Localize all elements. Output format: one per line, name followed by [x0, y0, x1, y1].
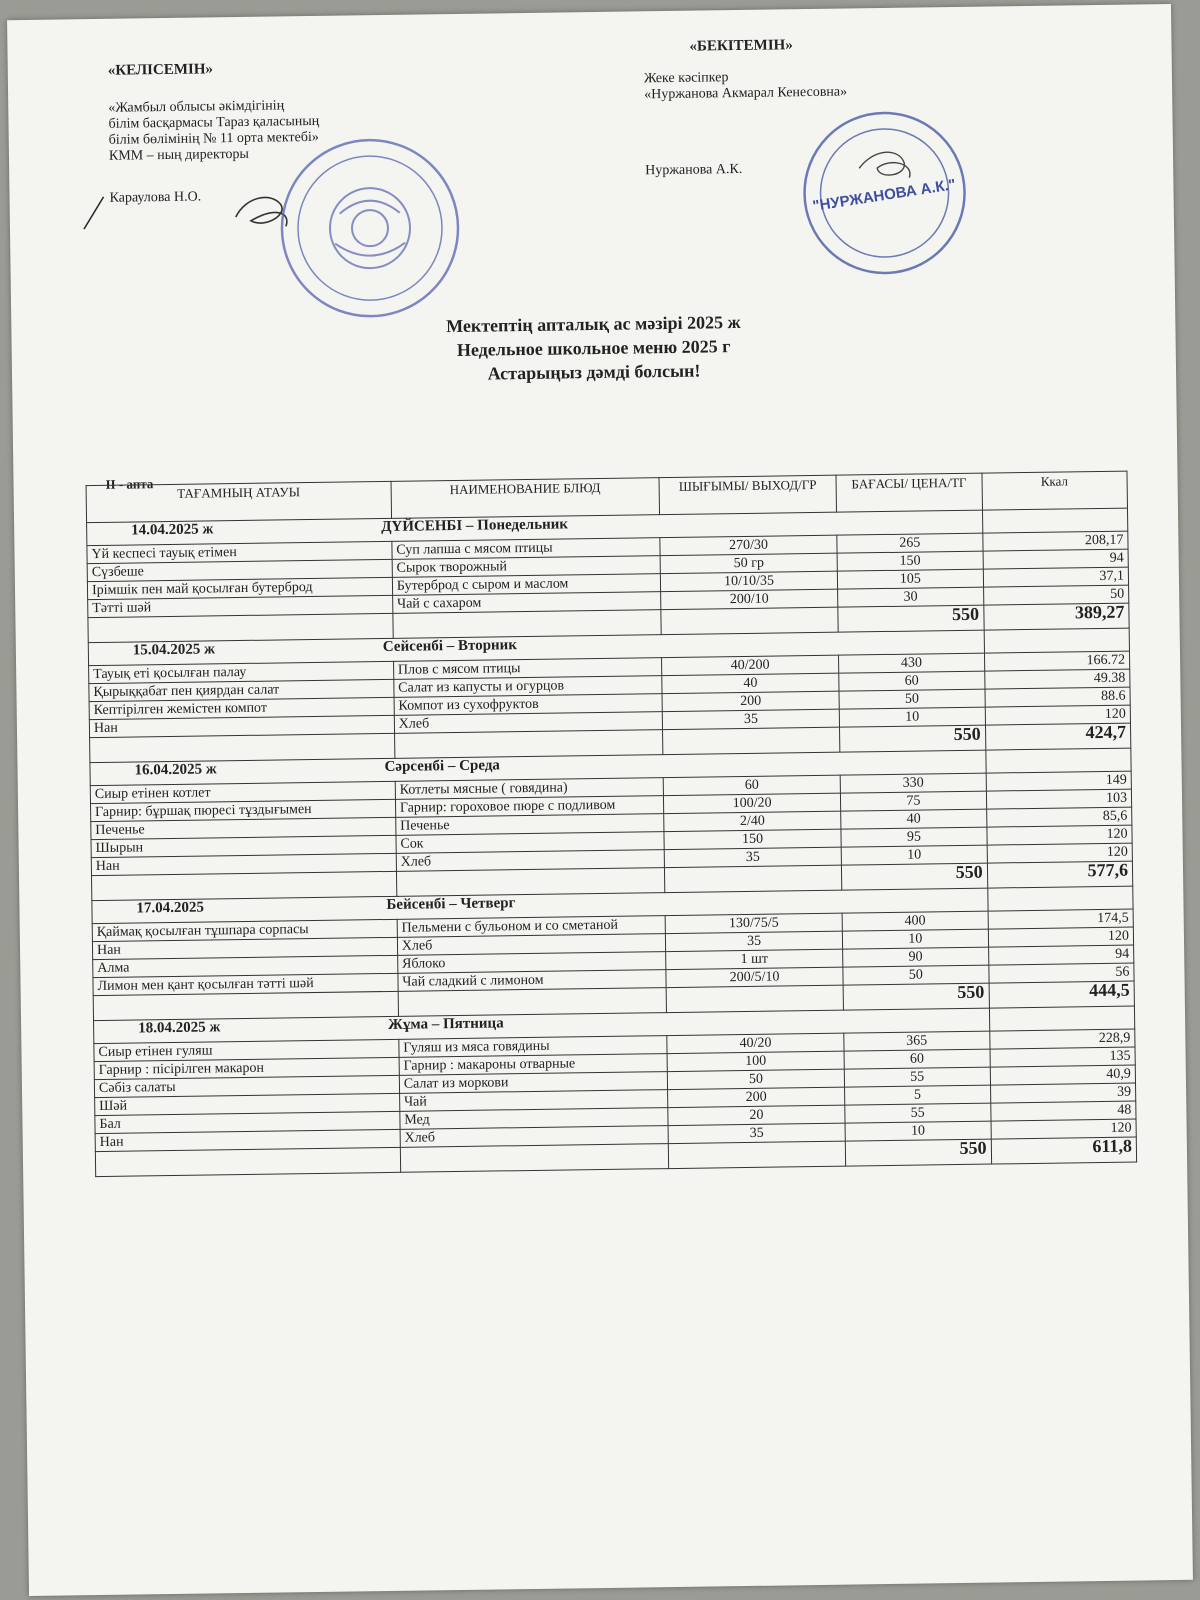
title-ru: Недельное школьное меню 2025 г	[456, 336, 731, 360]
dish-price: 265	[837, 533, 983, 553]
dish-price: 75	[841, 791, 987, 811]
dish-kcal: 37,1	[983, 567, 1129, 587]
dish-ru: Хлеб	[394, 712, 662, 734]
dish-kz: Нан	[95, 1129, 400, 1151]
dish-ru: Салат из капусты и огурцов	[394, 676, 662, 698]
dish-ru: Мед	[400, 1108, 668, 1130]
dish-price: 330	[840, 773, 986, 793]
dish-output: 20	[668, 1105, 845, 1125]
dish-ru: Салат из моркови	[399, 1072, 667, 1094]
menu-table	[86, 471, 1138, 1177]
dish-kz: Қаймақ қосылған тұшпара сорпасы	[92, 919, 397, 941]
dish-ru: Котлеты мясные ( говядина)	[395, 778, 663, 800]
dish-kz: Алма	[93, 955, 398, 977]
entrepreneur-seal	[788, 107, 980, 280]
dish-kcal: 56	[988, 963, 1134, 983]
dish-output: 2/40	[664, 811, 841, 831]
dish-ru: Чай	[399, 1090, 667, 1112]
dish-kcal: 94	[988, 945, 1134, 965]
total-empty-cell	[396, 868, 664, 897]
dish-price: 150	[837, 551, 983, 571]
dish-price: 105	[837, 569, 983, 589]
menu-sheet	[7, 4, 1193, 1596]
title-kz: Мектептің апталық ас мәзірі 2025 ж	[445, 311, 741, 337]
dish-ru: Суп лапша с мясом птицы	[392, 538, 660, 560]
dish-kcal: 174,5	[988, 909, 1134, 929]
dish-price: 90	[843, 947, 989, 967]
dish-output: 100/20	[663, 793, 840, 813]
dish-price: 10	[841, 845, 987, 865]
dish-price: 40	[841, 809, 987, 829]
dish-ru: Гарнир: гороховое пюре с подливом	[395, 796, 663, 818]
right-line: «Нуржанова Акмарал Кенесовна»	[644, 84, 848, 103]
day-name: ДҮЙСЕНБІ – Понедельник	[381, 516, 569, 536]
total-empty-cell	[394, 730, 662, 759]
day-name: Сейсенбі – Вторник	[382, 637, 518, 656]
dish-price: 95	[841, 827, 987, 847]
dish-kcal: 48	[990, 1101, 1136, 1121]
dish-ru: Сок	[396, 832, 664, 854]
day-header-empty	[987, 886, 1133, 911]
day-date: 14.04.2025 ж	[131, 521, 214, 539]
dish-kcal: 94	[983, 549, 1129, 569]
dish-kz: Сиыр етінен котлет	[90, 781, 395, 803]
dish-output: 200/10	[661, 589, 838, 609]
dish-kz: Печенье	[91, 817, 396, 839]
dish-kz: Нан	[92, 937, 397, 959]
right-signer: Нуржанова А.К.	[645, 161, 743, 179]
dish-ru: Яблоко	[397, 952, 665, 974]
dish-price: 50	[839, 689, 985, 709]
day-header-empty	[989, 1006, 1135, 1031]
right-line: Жеке кәсіпкер	[643, 70, 729, 87]
dish-price: 55	[844, 1067, 990, 1087]
dish-output: 40	[662, 673, 839, 693]
total-kcal: 389,27	[983, 603, 1129, 630]
dish-kcal: 103	[986, 789, 1132, 809]
dish-ru: Бутерброд с сыром и маслом	[392, 574, 660, 596]
dish-kz: Сиыр етінен гуляш	[94, 1039, 399, 1061]
dish-ru: Гуляш из мяса говядины	[399, 1036, 667, 1058]
dish-kcal: 50	[983, 585, 1129, 605]
dish-output: 35	[662, 709, 839, 729]
day-date: 18.04.2025 ж	[138, 1019, 221, 1037]
dish-price: 50	[843, 965, 989, 985]
title-wish: Астарыңыз дәмді болсын!	[487, 360, 701, 384]
dish-output: 200	[668, 1087, 845, 1107]
total-price: 550	[840, 725, 986, 752]
dish-kz: Сәбіз салаты	[94, 1075, 399, 1097]
dish-kz: Ірімшік пен май қосылған бутерброд	[87, 577, 392, 599]
day-header-empty	[985, 748, 1131, 773]
dish-kcal: 208,17	[982, 531, 1128, 551]
dish-output: 150	[664, 829, 841, 849]
dish-kz: Тауық еті қосылған палау	[89, 661, 394, 683]
total-price: 550	[845, 1139, 991, 1166]
total-empty-cell	[398, 988, 666, 1017]
dish-output: 40/20	[667, 1033, 844, 1053]
day-header-empty	[984, 628, 1130, 653]
day-date: 17.04.2025	[136, 899, 205, 917]
dish-price: 55	[845, 1103, 991, 1123]
dish-kcal: 120	[987, 843, 1133, 863]
total-empty-cell	[95, 1147, 400, 1176]
col-ru-name: НАИМЕНОВАНИЕ БЛЮД	[391, 478, 660, 519]
school-seal	[274, 132, 467, 325]
col-kcal: Ккал	[982, 471, 1128, 510]
dish-output: 200/5/10	[666, 967, 843, 987]
dish-price: 365	[844, 1031, 990, 1051]
dish-kcal: 120	[987, 825, 1133, 845]
dish-kcal: 120	[985, 705, 1131, 725]
dish-kcal: 85,6	[986, 807, 1132, 827]
dish-ru: Чай сладкий с лимоном	[398, 970, 666, 992]
dish-kz: Гарнир: бұршақ пюресі тұздығымен	[91, 799, 396, 821]
dish-output: 50	[667, 1069, 844, 1089]
dish-price: 60	[844, 1049, 990, 1069]
dish-price: 60	[839, 671, 985, 691]
dish-ru: Плов с мясом птицы	[393, 658, 661, 680]
dish-output: 35	[665, 931, 842, 951]
total-empty-cell	[664, 865, 841, 892]
dish-price: 10	[845, 1121, 991, 1141]
dish-output: 130/75/5	[665, 913, 842, 933]
dish-kcal: 39	[990, 1083, 1136, 1103]
dish-ru: Хлеб	[397, 934, 665, 956]
total-kcal: 424,7	[985, 723, 1131, 750]
total-kcal: 611,8	[991, 1137, 1137, 1164]
dish-kz: Сүзбеше	[87, 559, 392, 581]
total-price: 550	[843, 983, 989, 1010]
dish-output: 1 шт	[666, 949, 843, 969]
total-kcal: 577,6	[987, 861, 1133, 888]
dish-kz: Тәтті шәй	[88, 595, 393, 617]
day-header-empty	[982, 508, 1128, 533]
dish-ru: Гарнир : макароны отварные	[399, 1054, 667, 1076]
dish-price: 10	[839, 707, 985, 727]
total-empty-cell	[393, 610, 661, 639]
day-date: 16.04.2025 ж	[134, 761, 217, 779]
left-line: КММ – ның директоры	[108, 146, 249, 164]
right-title: «БЕКІТЕМІН»	[689, 37, 793, 55]
dish-output: 10/10/35	[660, 571, 837, 591]
week-label: II - апта	[105, 476, 154, 492]
dish-price: 400	[842, 911, 988, 931]
dish-output: 35	[668, 1123, 845, 1143]
dish-price: 30	[838, 587, 984, 607]
left-signer: Караулова Н.О.	[109, 189, 202, 206]
dish-kcal: 135	[990, 1047, 1136, 1067]
dish-kcal: 149	[986, 771, 1132, 791]
dish-ru: Хлеб	[396, 850, 664, 872]
dish-output: 60	[663, 775, 840, 795]
dish-ru: Печенье	[396, 814, 664, 836]
total-empty-cell	[400, 1144, 668, 1173]
dish-price: 10	[842, 929, 988, 949]
total-empty-cell	[668, 1141, 845, 1168]
day-name: Сәрсенбі – Среда	[384, 757, 500, 776]
col-price: БАҒАСЫ/ ЦЕНА/ТГ	[836, 473, 982, 512]
dish-kz: Шырын	[91, 835, 396, 857]
total-kcal: 444,5	[989, 981, 1135, 1008]
left-line: білім бөлімінің № 11 орта мектебі»	[108, 129, 319, 148]
dish-kz: Лимон мен қант қосылған тәтті шәй	[93, 973, 398, 995]
total-empty-cell	[661, 607, 838, 634]
dish-ru: Пельмени с бульоном и со сметаной	[397, 916, 665, 938]
dish-kz: Нан	[91, 853, 396, 875]
left-title: «КЕЛІСЕМІН»	[107, 61, 214, 79]
dish-ru: Чай с сахаром	[392, 592, 660, 614]
dish-price: 430	[839, 653, 985, 673]
day-date: 15.04.2025 ж	[132, 641, 216, 659]
day-name: Бейсенбі – Четверг	[386, 895, 516, 913]
dish-kcal: 120	[988, 927, 1134, 947]
col-output: ШЫҒЫМЫ/ ВЫХОД/ГР	[659, 475, 837, 514]
seal-name-text: "НУРЖАНОВА А.К."	[811, 176, 957, 215]
signature-left	[75, 186, 296, 239]
dish-kcal: 40,9	[990, 1065, 1136, 1085]
dish-price: 5	[845, 1085, 991, 1105]
total-price: 550	[838, 605, 984, 632]
dish-kz: Бал	[95, 1111, 400, 1133]
dish-output: 200	[662, 691, 839, 711]
dish-output: 100	[667, 1051, 844, 1071]
menu-titles	[11, 304, 1176, 392]
menu-body	[87, 508, 1137, 1176]
total-empty-cell	[663, 727, 840, 754]
left-line: «Жамбыл облысы әкімдігінің	[108, 98, 285, 116]
dish-output: 270/30	[660, 535, 837, 555]
dish-output: 35	[664, 847, 841, 867]
dish-kcal: 49.38	[984, 669, 1130, 689]
col-kz-name: ТАҒАМНЫҢ АТАУЫ	[86, 481, 391, 522]
left-line: білім басқармасы Тараз қаласының	[108, 113, 320, 132]
dish-ru: Хлеб	[400, 1126, 668, 1148]
dish-ru: Компот из сухофруктов	[394, 694, 662, 716]
dish-kcal: 88.6	[985, 687, 1131, 707]
dish-kz: Нан	[89, 715, 394, 737]
dish-output: 40/200	[662, 655, 839, 675]
dish-kz: Шәй	[95, 1093, 400, 1115]
dish-kz: Үй кеспесі тауық етімен	[87, 541, 392, 563]
total-price: 550	[842, 863, 988, 890]
dish-kcal: 228,9	[989, 1029, 1135, 1049]
dish-output: 50 гр	[660, 553, 837, 573]
dish-kcal: 120	[991, 1119, 1137, 1139]
dish-kcal: 166.72	[984, 651, 1130, 671]
dish-ru: Сырок творожный	[392, 556, 660, 578]
total-empty-cell	[666, 985, 843, 1012]
dish-kz: Қырыққабат пен қиярдан салат	[89, 679, 394, 701]
day-name: Жұма – Пятница	[388, 1015, 504, 1033]
dish-kz: Гарнир : пісірілген макарон	[94, 1057, 399, 1079]
dish-kz: Кептірілген жемістен компот	[89, 697, 394, 719]
